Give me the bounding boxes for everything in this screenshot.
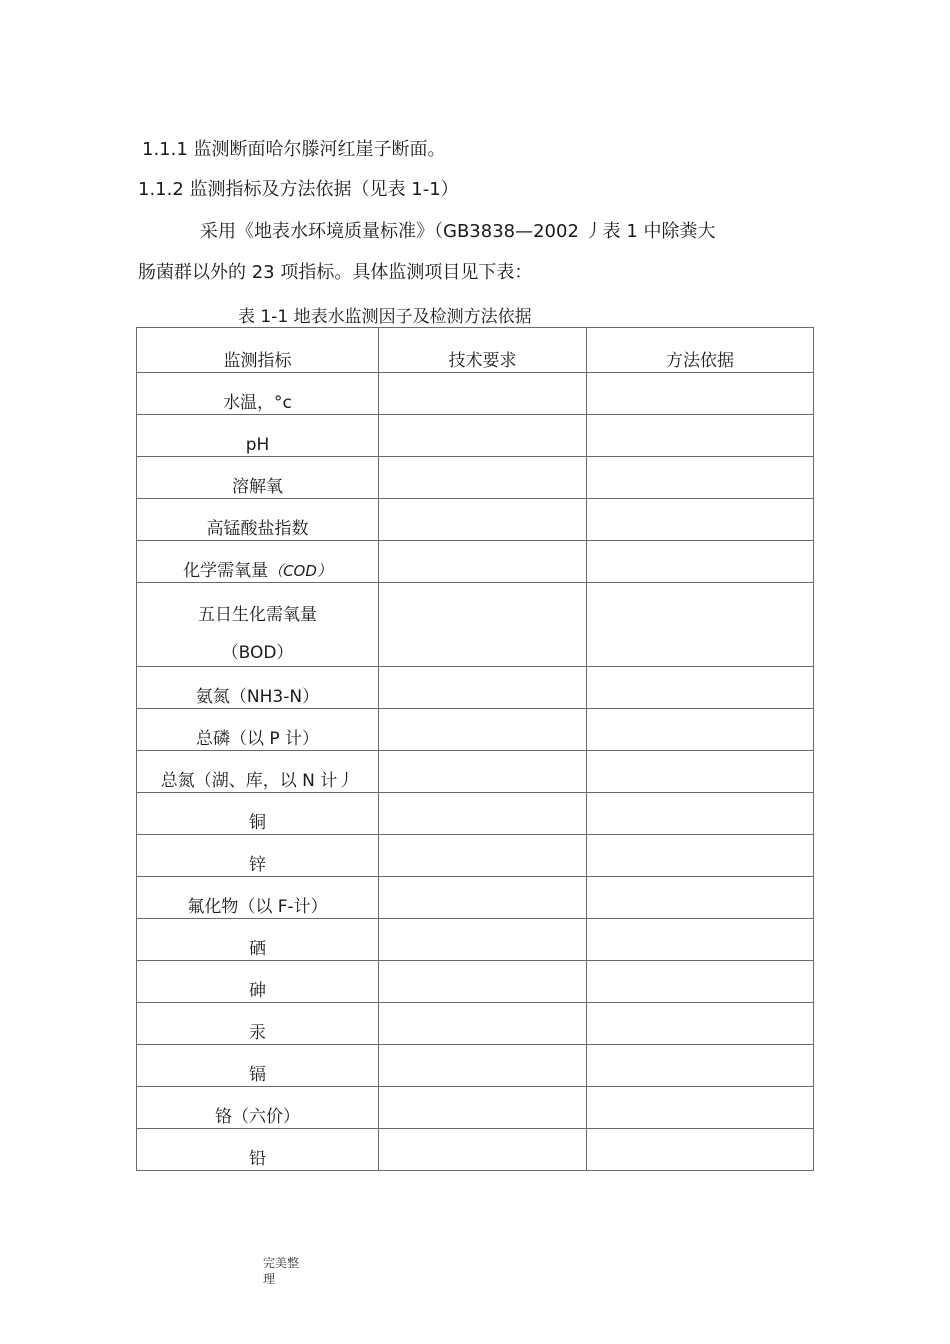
- indicator-label: 镉: [249, 1065, 266, 1085]
- cell-requirement: [379, 751, 587, 793]
- cell-indicator: [137, 709, 379, 751]
- table-row: [137, 667, 814, 709]
- cell-requirement: [379, 919, 587, 961]
- cell-indicator: [137, 751, 379, 793]
- cell-indicator: [137, 667, 379, 709]
- table-row: [137, 1003, 814, 1045]
- table-row: [137, 1129, 814, 1171]
- cell-requirement: [379, 457, 587, 499]
- table-row: [137, 709, 814, 751]
- cell-method: [587, 373, 814, 415]
- indicator-suffix: （COD）: [268, 562, 332, 580]
- indicator-label: 氨氮（NH3-N）: [195, 687, 320, 707]
- cell-requirement: [379, 709, 587, 751]
- cell-method: [587, 415, 814, 457]
- indicator-label-line2: （BOD）: [221, 643, 294, 663]
- cell-indicator: [137, 1045, 379, 1087]
- table-row: [137, 499, 814, 541]
- cell-indicator: [137, 835, 379, 877]
- cell-method: [587, 751, 814, 793]
- cell-method: [587, 835, 814, 877]
- cell-method: [587, 961, 814, 1003]
- cell-method: [587, 709, 814, 751]
- indicator-label: 高锰酸盐指数: [206, 519, 309, 539]
- monitoring-table: [136, 327, 814, 1171]
- table-row: [137, 541, 814, 583]
- table-body: [137, 373, 814, 1171]
- cell-requirement: [379, 1045, 587, 1087]
- table-row: [137, 835, 814, 877]
- indicator-label: 砷: [249, 981, 266, 1001]
- cell-indicator: [137, 457, 379, 499]
- cell-requirement: [379, 415, 587, 457]
- indicator-label: 铜: [249, 813, 266, 833]
- cell-indicator: [137, 961, 379, 1003]
- header-method: 方法依据: [587, 328, 814, 373]
- cell-indicator: [137, 415, 379, 457]
- cell-indicator: [137, 793, 379, 835]
- indicator-label: 氟化物（以 F-计）: [187, 897, 328, 917]
- header-requirement: 技术要求: [379, 328, 587, 373]
- cell-indicator: [137, 1087, 379, 1129]
- indicator-label: 总磷（以 P 计）: [195, 729, 320, 749]
- indicator-label: 汞: [249, 1023, 266, 1043]
- cell-requirement: [379, 541, 587, 583]
- table-row: [137, 583, 814, 667]
- indicator-label: 锌: [249, 855, 266, 875]
- cell-method: [587, 499, 814, 541]
- cell-indicator: [137, 1003, 379, 1045]
- indicator-label: 溶解氧: [232, 477, 283, 497]
- cell-requirement: [379, 793, 587, 835]
- paragraph-line-2: 肠菌群以外的 23 项指标。具体监测项目见下表：: [138, 262, 533, 283]
- section-heading-1-1-2: 1.1.2 监测指标及方法依据（见表 1-1）: [138, 179, 459, 200]
- table-row: [137, 793, 814, 835]
- cell-requirement: [379, 1129, 587, 1171]
- cell-indicator: [137, 919, 379, 961]
- cell-indicator: [137, 373, 379, 415]
- cell-method: [587, 583, 814, 667]
- indicator-label: 五日生化需氧量: [198, 605, 317, 625]
- section-heading-1-1-1: 1.1.1 监测断面哈尔滕河红崖子断面。: [142, 139, 446, 160]
- cell-method: [587, 793, 814, 835]
- indicator-label: pH: [245, 435, 270, 455]
- cell-requirement: [379, 835, 587, 877]
- indicator-label: 化学需氧量: [183, 561, 269, 581]
- table-row: [137, 415, 814, 457]
- cell-requirement: [379, 583, 587, 667]
- table-row: [137, 877, 814, 919]
- cell-method: [587, 541, 814, 583]
- cell-method: [587, 1129, 814, 1171]
- cell-method: [587, 1087, 814, 1129]
- cell-requirement: [379, 1003, 587, 1045]
- cell-method: [587, 667, 814, 709]
- cell-method: [587, 919, 814, 961]
- cell-method: [587, 1045, 814, 1087]
- cell-method: [587, 1003, 814, 1045]
- header-indicator: 监测指标: [137, 328, 379, 373]
- cell-indicator: [137, 583, 379, 667]
- table-row: [137, 919, 814, 961]
- cell-indicator: [137, 499, 379, 541]
- table-row: [137, 1087, 814, 1129]
- footer-note: 完美整理: [263, 1256, 300, 1286]
- cell-method: [587, 877, 814, 919]
- table-header-row: [137, 328, 814, 373]
- cell-indicator: [137, 877, 379, 919]
- cell-requirement: [379, 1087, 587, 1129]
- paragraph-line-1: 采用《地表水环境质量标准》（GB3838—2002 丿表 1 中除粪大: [200, 221, 716, 242]
- cell-indicator: [137, 541, 379, 583]
- indicator-label: 水温，°c: [223, 393, 292, 413]
- cell-requirement: [379, 961, 587, 1003]
- cell-method: [587, 457, 814, 499]
- indicator-label: 铬（六价）: [215, 1107, 300, 1127]
- cell-indicator: [137, 1129, 379, 1171]
- table-row: [137, 457, 814, 499]
- indicator-label: 铅: [249, 1149, 266, 1169]
- table-row: [137, 373, 814, 415]
- table-row: [137, 751, 814, 793]
- table-caption: 表 1-1 地表水监测因子及检测方法依据: [238, 307, 532, 327]
- indicator-label: 总氮（湖、库，以 N 计丿: [160, 771, 355, 791]
- indicator-label: 硒: [249, 939, 266, 959]
- table-row: [137, 1045, 814, 1087]
- cell-requirement: [379, 667, 587, 709]
- cell-requirement: [379, 499, 587, 541]
- table-row: [137, 961, 814, 1003]
- cell-requirement: [379, 877, 587, 919]
- cell-requirement: [379, 373, 587, 415]
